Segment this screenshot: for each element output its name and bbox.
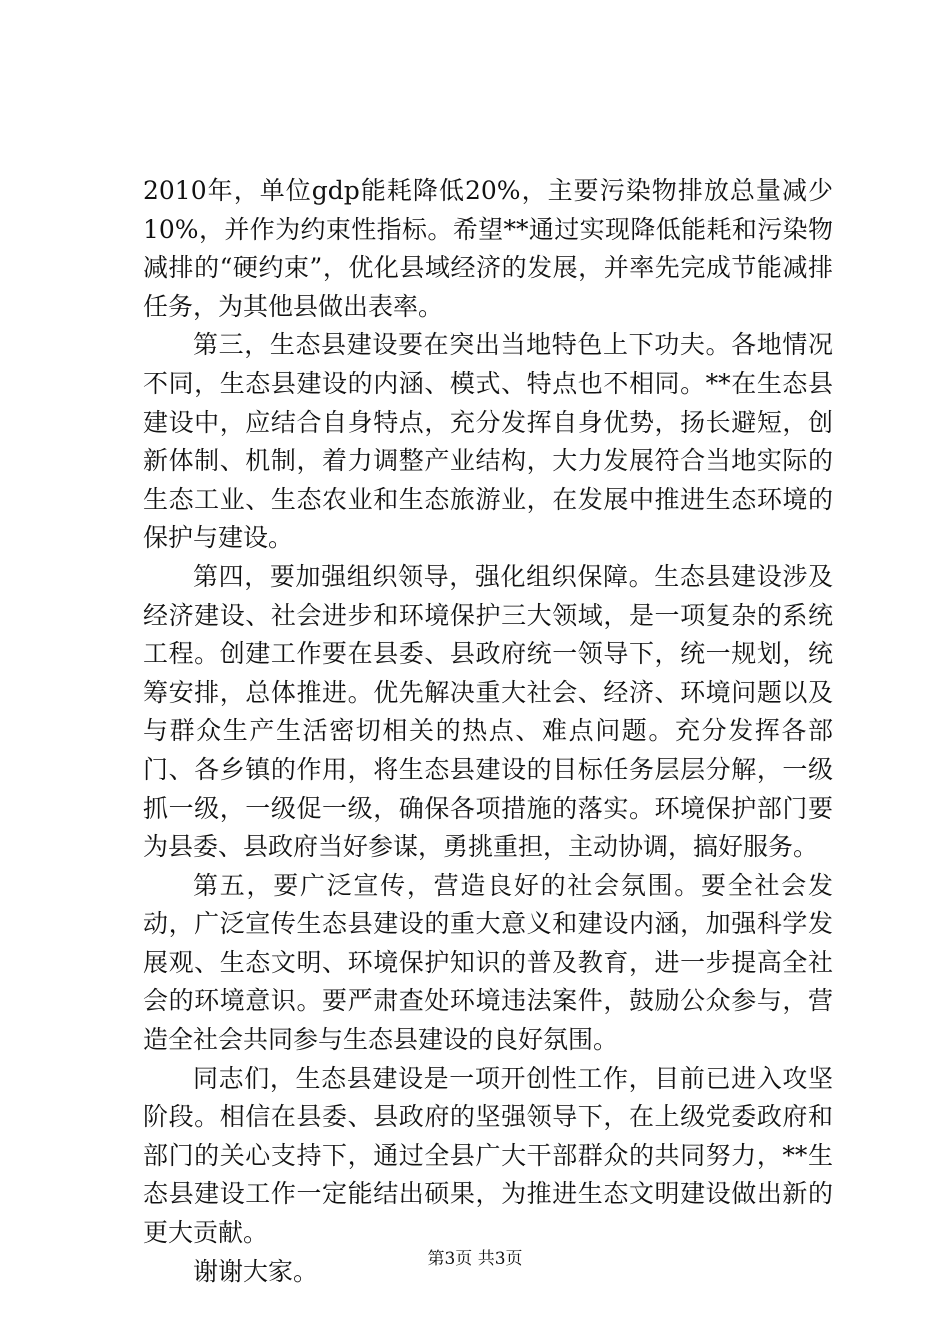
paragraph-fourth-point: 第四，要加强组织领导，强化组织保障。生态县建设涉及经济建设、社会进步和环境保护三大领域，是一项复杂的系统工程。创建工作要在县委、县政府统一领导下，统一规划，统筹安排，总体推进。优先解决重大社会、经济、环境问题以及与群众生产生活密切相关的热点、难点问题。充分发挥各部门、各乡镇的作用，将生态县建设的目标任务层层分解，一级抓一级，一级促一级，确保各项措施的落实。环境保护部门要为县委、县政府当好参谋，勇挑重担，主动协调，搞好服务。 xyxy=(143,561,833,862)
page-footer: 第3页 共3页 xyxy=(427,1249,523,1269)
paragraph-thanks: 谢谢大家。 xyxy=(193,1256,319,1286)
body-text xyxy=(143,172,833,1291)
paragraph-continuation: 2010年，单位gdp能耗降低20%，主要污染物排放总量减少10%，并作为约束性指标。希望**通过实现降低能耗和污染物减排的“硬约束”，优化县域经济的发展，并率先完成节能减排任务，为其他县做出表率。 xyxy=(143,176,833,321)
paragraph-closing: 同志们，生态县建设是一项开创性工作，目前已进入攻坚阶段。相信在县委、县政府的坚强领导下，在上级党委政府和部门的关心支持下，通过全县广大干部群众的共同努力，**生态县建设工作一定能结出硕果，为推进生态文明建设做出新的更大贡献。 xyxy=(143,1063,833,1248)
paragraph-fifth-point: 第五，要广泛宣传，营造良好的社会氛围。要全社会发动，广泛宣传生态县建设的重大意义和建设内涵，加强科学发展观、生态文明、环境保护知识的普及教育，进一步提高全社会的环境意识。要严肃查处环境违法案件，鼓励公众参与，营造全社会共同参与生态县建设的良好氛围。 xyxy=(143,870,833,1055)
paragraph-third-point: 第三，生态县建设要在突出当地特色上下功夫。各地情况不同，生态县建设的内涵、模式、特点也不相同。**在生态县建设中，应结合自身特点，充分发挥自身优势，扬长避短，创新体制、机制，着力调整产业结构，大力发展符合当地实际的生态工业、生态农业和生态旅游业，在发展中推进生态环境的保护与建设。 xyxy=(143,330,833,553)
